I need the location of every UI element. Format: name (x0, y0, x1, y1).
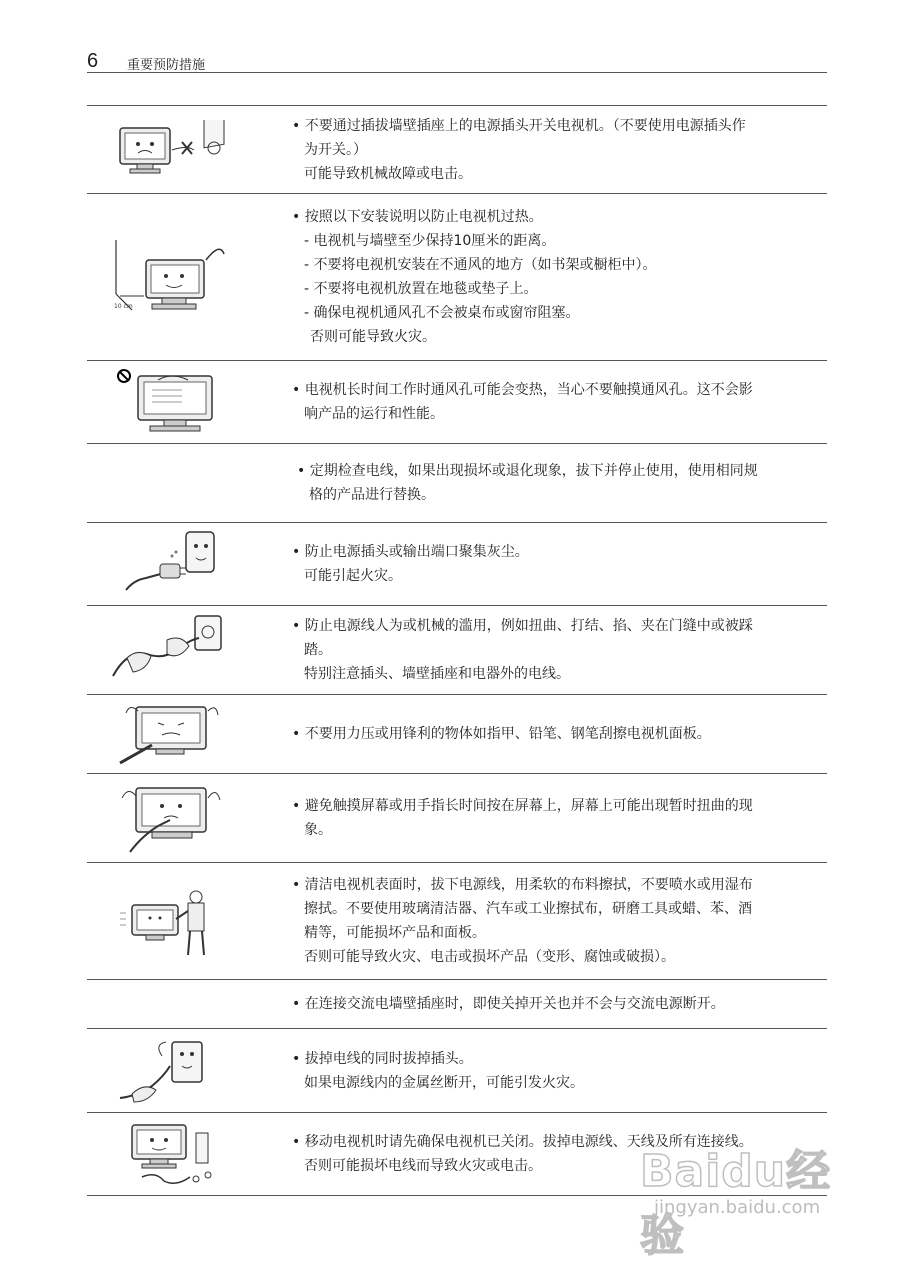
precaution-row (87, 1029, 827, 1113)
precaution-text: • 按照以下安装说明以防止电视机过热。 - 电视机与墙壁至少保持10厘米的距离。 - 不要将电视机安装在不通风的地方（如书架或橱柜中）。 - 不要将电视机放置在地毯或垫子上。 - 确保电视机通风孔不会被桌布或窗帘阻塞。 否则可能导致火灾。 (292, 209, 657, 345)
page-header (87, 50, 827, 73)
tv-moving-illustration (102, 1113, 242, 1195)
tv-scratch-illustration (102, 695, 242, 773)
precaution-text: • 拔掉电线的同时拔掉插头。 如果电源线内的金属丝断开，可能引发火灾。 (292, 1050, 584, 1091)
unplug-cord-illustration (102, 1029, 242, 1112)
precaution-text: • 移动电视机时请先确保电视机已关闭。拔掉电源线、天线及所有连接线。 否则可能损坏电线而导致火灾或电击。 (292, 1134, 753, 1174)
dusty-plug-illustration (102, 523, 242, 605)
precaution-text: • 定期检查电线，如果出现损坏或退化现象，拔下并停止使用，使用相同规 格的产品进行替换。 (297, 463, 758, 503)
tv-touch-screen-illustration (102, 774, 242, 862)
precaution-text: • 不要用力压或用锋利的物体如指甲、铅笔、钢笔刮擦电视机面板。 (292, 726, 711, 742)
precaution-row (87, 695, 827, 774)
precaution-row (87, 523, 827, 606)
precaution-text: • 防止电源线人为或机械的滥用，例如扭曲、打结、掐、夹在门缝中或被踩 踏。 特别注意插头、墙壁插座和电器外的电线。 (292, 618, 753, 682)
precaution-row (87, 444, 827, 523)
precaution-row (87, 863, 827, 980)
precaution-row (87, 606, 827, 695)
precaution-row (87, 194, 827, 361)
precaution-text: • 电视机长时间工作时通风孔可能会变热，当心不要触摸通风孔。这不会影 响产品的运行和性能。 (292, 382, 753, 422)
page-number: 6 (87, 50, 99, 72)
precaution-text: • 避免触摸屏幕或用手指长时间按在屏幕上，屏幕上可能出现暂时扭曲的现 象。 (292, 798, 753, 838)
tv-cleaning-illustration (102, 863, 242, 979)
precaution-row (87, 774, 827, 863)
precaution-row (87, 106, 827, 194)
watermark-brand: Baidu经验 (640, 1146, 832, 1261)
precaution-row (87, 980, 827, 1029)
cord-abuse-illustration (102, 606, 242, 694)
precaution-text: • 不要通过插拔墙壁插座上的电源插头开关电视机。（不要使用电源插头作 为开关。） 可能导致机械故障或电击。 (292, 117, 746, 182)
precautions-list (87, 105, 827, 1196)
precaution-text: • 防止电源插头或输出端口聚集灰尘。 可能引起火灾。 (292, 544, 529, 584)
section-title: 重要预防措施 (127, 58, 206, 73)
distance-label: 10 cm (114, 303, 133, 310)
tv-vent-hot-illustration (102, 361, 242, 443)
precaution-text: • 清洁电视机表面时，拔下电源线，用柔软的布料擦拭，不要喷水或用湿布 擦拭。不要使用玻璃清洁器、汽车或工业擦拭布，研磨工具或蜡、苯、酒 精等，可能损坏产品和面板。 否则可能导致火灾、电击或损坏产品（变形、腐蚀或破损）。 (292, 877, 753, 965)
tv-plug-illustration (102, 106, 242, 193)
precaution-text: • 在连接交流电墙壁插座时，即使关掉开关也并不会与交流电源断开。 (292, 996, 725, 1012)
watermark-url: jingyan.baidu.com (654, 1197, 821, 1218)
precaution-row (87, 361, 827, 444)
tv-wall-distance-illustration (102, 194, 242, 360)
baidu-watermark (640, 1135, 860, 1261)
